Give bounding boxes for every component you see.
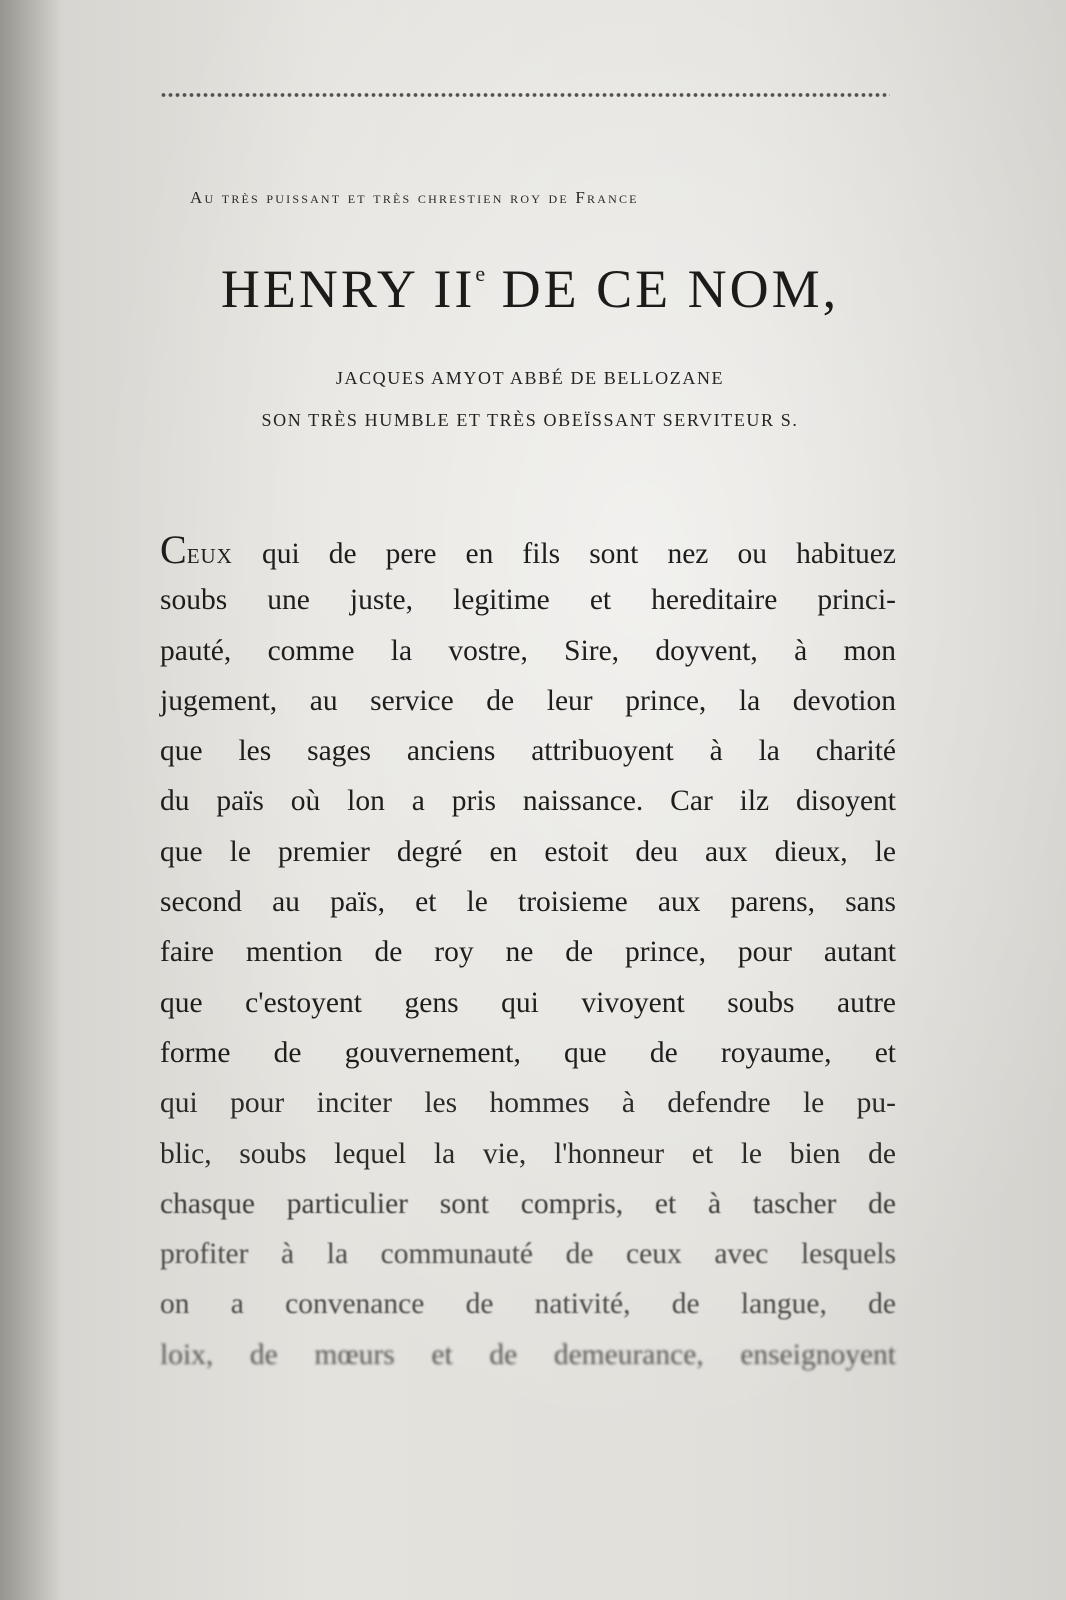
gutter-shadow	[0, 0, 60, 1600]
text-line-1	[160, 525, 896, 575]
first-word-rest: eux	[186, 538, 233, 570]
text-line: soubs une juste, legitime et hereditaire princi-	[160, 584, 896, 617]
drop-cap: C	[160, 527, 187, 572]
title-rest: DE CE NOM,	[485, 259, 840, 319]
text-line-1-rest: qui de pere en fils sont nez ou habituez	[232, 538, 896, 570]
text-line: on a convenance de nativité, de langue, de	[160, 1288, 896, 1321]
text-line: du païs où lon a pris naissance. Car ilz disoyent	[160, 785, 896, 818]
text-line: que les sages anciens attribuoyent à la charité	[160, 735, 896, 768]
text-line: pauté, comme la vostre, Sire, doyvent, à mon	[160, 634, 896, 667]
text-line: loix, de mœurs et de demeurance, enseignoyent	[160, 1338, 896, 1371]
text-line: chasque particulier sont compris, et à tascher de	[160, 1187, 896, 1220]
ornamental-rule	[160, 88, 890, 102]
title-main: HENRY II	[220, 259, 476, 319]
title-superscript: e	[475, 261, 486, 286]
author-line-1: JACQUES AMYOT ABBÉ DE BELLOZANE	[335, 368, 725, 388]
dedication-line: Au très puissant et très chrestien roy de France	[190, 188, 639, 207]
author-line-2: SON TRÈS HUMBLE ET TRÈS OBEÏSSANT SERVITEUR S.	[261, 410, 799, 430]
text-line: blic, soubs lequel la vie, l'honneur et le bien de	[160, 1137, 896, 1170]
text-line: second au païs, et le troisieme aux parens, sans	[160, 886, 896, 919]
text-line: que c'estoyent gens qui vivoyent soubs autre	[160, 986, 896, 1019]
text-line: profiter à la communauté de ceux avec lesquels	[160, 1238, 896, 1271]
text-line: qui pour inciter les hommes à defendre le pu-	[160, 1087, 896, 1120]
text-line: jugement, au service de leur prince, la devotion	[160, 684, 896, 717]
text-line: faire mention de roy ne de prince, pour autant	[160, 936, 896, 969]
page-title	[160, 258, 900, 320]
text-line: forme de gouvernement, que de royaume, et	[160, 1036, 896, 1069]
body-paragraph	[160, 525, 896, 1380]
text-line: que le premier degré en estoit deu aux dieux, le	[160, 835, 896, 868]
